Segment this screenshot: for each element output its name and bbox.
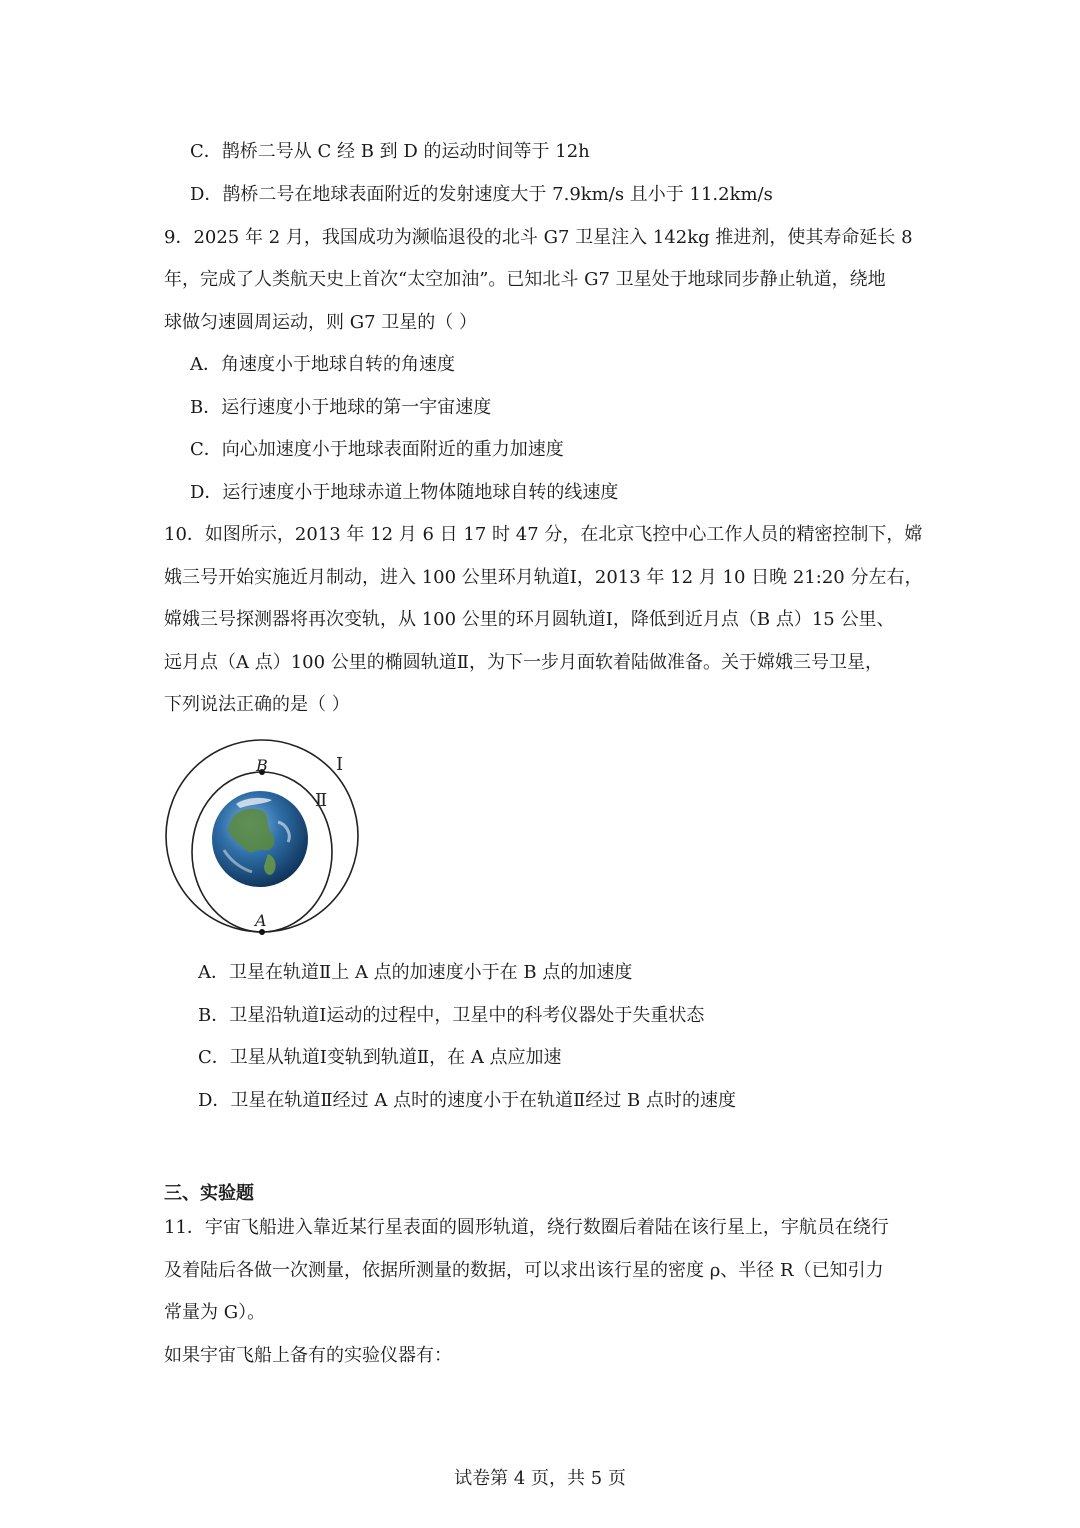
label-b: B — [256, 756, 268, 775]
q9-stem-line-1: 9．2025 年 2 月，我国成功为濒临退役的北斗 G7 卫星注入 142kg 推进剂，使其寿命延长 8 — [164, 227, 913, 248]
q10-stem-line-1: 10．如图所示，2013 年 12 月 6 日 17 时 47 分，在北京飞控中心工作人员的精密控制下，嫦 — [164, 524, 923, 545]
page-footer: 试卷第 4 页，共 5 页 — [454, 1468, 626, 1489]
q10-stem-line-3: 嫦娥三号探测器将再次变轨，从 100 公里的环月圆轨道Ⅰ，降低到近月点（B 点）15 公里、 — [164, 609, 895, 630]
q11-stem-line-4: 如果宇宙飞船上备有的实验仪器有： — [164, 1345, 452, 1366]
q11-stem-line-2: 及着陆后各做一次测量，依据所测量的数据，可以求出该行星的密度 ρ、半径 R（已知引力 — [164, 1260, 884, 1281]
q8-option-c: C．鹊桥二号从 C 经 B 到 D 的运动时间等于 12h — [190, 141, 590, 162]
label-orbit-2: Ⅱ — [315, 790, 328, 811]
q9-option-c: C．向心加速度小于地球表面附近的重力加速度 — [190, 439, 564, 460]
q10-option-c: C．卫星从轨道Ⅰ变轨到轨道Ⅱ，在 A 点应加速 — [198, 1047, 562, 1068]
label-a: A — [255, 911, 267, 930]
q10-stem-line-4: 远月点（A 点）100 公里的椭圆轨道Ⅱ，为下一步月面软着陆做准备。关于嫦娥三号卫星， — [164, 652, 884, 673]
q9-option-d: D．运行速度小于地球赤道上物体随地球自转的线速度 — [190, 482, 619, 503]
earth-globe-icon — [212, 791, 308, 887]
q10-option-a: A．卫星在轨道Ⅱ上 A 点的加速度小于在 B 点的加速度 — [198, 962, 633, 983]
q9-stem-line-3: 球做匀速圆周运动，则 G7 卫星的（ ） — [164, 312, 477, 333]
q11-stem-line-3: 常量为 G）。 — [164, 1302, 266, 1323]
q9-stem-line-2: 年，完成了人类航天史上首次“太空加油”。已知北斗 G7 卫星处于地球同步静止轨道，绕地 — [164, 269, 886, 290]
q10-stem-line-5: 下列说法正确的是（ ） — [164, 694, 350, 715]
q9-option-a: A．角速度小于地球自转的角速度 — [190, 354, 455, 375]
section-heading: 三、实验题 — [164, 1183, 254, 1204]
q10-option-d: D．卫星在轨道Ⅱ经过 A 点时的速度小于在轨道Ⅱ经过 B 点时的速度 — [198, 1090, 737, 1111]
q9-option-b: B．运行速度小于地球的第一宇宙速度 — [190, 397, 492, 418]
orbit-diagram — [160, 738, 380, 942]
orbit-figure — [160, 738, 380, 942]
q10-option-b: B．卫星沿轨道Ⅰ运动的过程中，卫星中的科考仪器处于失重状态 — [198, 1005, 705, 1026]
q8-option-d: D．鹊桥二号在地球表面附近的发射速度大于 7.9km/s 且小于 11.2km/s — [190, 184, 773, 205]
label-orbit-1: Ⅰ — [336, 754, 344, 775]
q10-stem-line-2: 娥三号开始实施近月制动，进入 100 公里环月轨道Ⅰ，2013 年 12 月 10 日晚 21:20 分左右， — [164, 567, 923, 588]
q11-stem-line-1: 11．宇宙飞船进入靠近某行星表面的圆形轨道，绕行数圈后着陆在该行星上，宇航员在绕行 — [164, 1217, 889, 1238]
